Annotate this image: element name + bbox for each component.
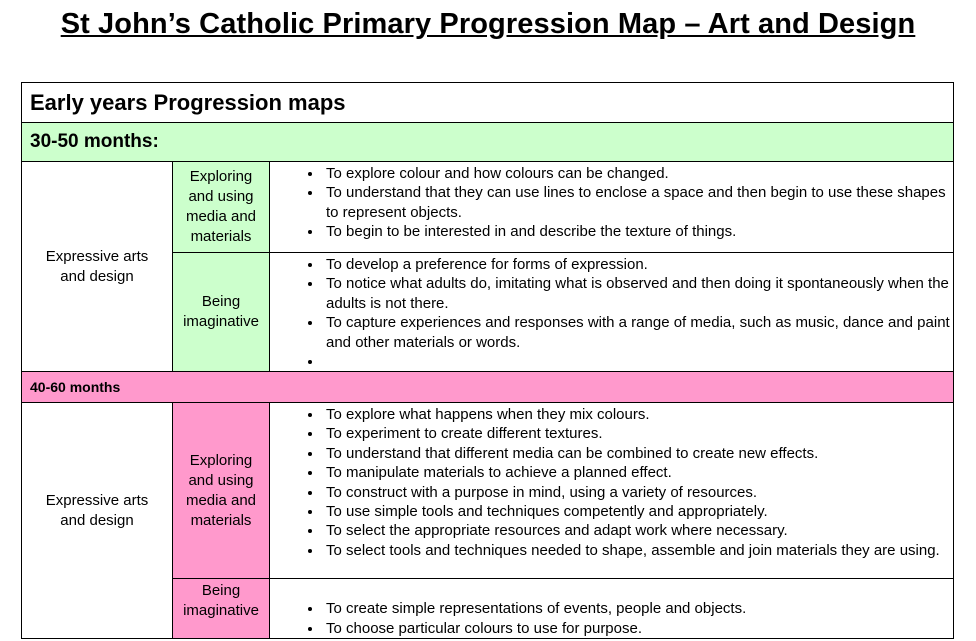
age-band-30-50: 30-50 months:: [22, 123, 954, 162]
list-item: • To explore what happens when they mix colours.: [323, 405, 953, 424]
page-title: St John’s Catholic Primary Progression Map – Art and Design: [60, 8, 916, 40]
list-item: • To create simple representations of events, people and objects.: [323, 599, 953, 618]
strand-label: Being imaginative: [183, 582, 259, 620]
area-label: Expressive arts and design: [45, 247, 149, 285]
bullet-list: [270, 255, 953, 371]
bullets-cell: [270, 253, 954, 372]
progression-table: [21, 82, 954, 639]
list-item: • To manipulate materials to achieve a planned effect.: [323, 463, 953, 482]
list-item: [323, 352, 953, 371]
list-item: • To select tools and techniques needed to shape, assemble and join materials they are using.: [323, 541, 953, 560]
list-item: • To experiment to create different textures.: [323, 424, 953, 443]
strand-cell: [173, 579, 270, 639]
strand-label: Being imaginative: [183, 293, 259, 331]
area-cell: [22, 403, 173, 639]
bullets-cell: [270, 579, 954, 639]
list-item: • To construct with a purpose in mind, using a variety of resources.: [323, 483, 953, 502]
strand-cell: [173, 253, 270, 372]
list-item: • To select the appropriate resources and adapt work where necessary.: [323, 521, 953, 540]
strand-cell: [173, 162, 270, 253]
strand-label: Exploring and using media and materials: [185, 451, 257, 529]
strand-label: Exploring and using media and materials: [185, 168, 257, 245]
area-label: Expressive arts and design: [45, 492, 149, 530]
bullets-cell: [270, 162, 954, 253]
bullet-list: [270, 164, 953, 242]
list-item: • To understand that they can use lines to enclose a space and then begin to use these shapes to represent objects.: [323, 183, 953, 222]
strand-cell: [173, 403, 270, 579]
list-item: • To explore colour and how colours can be changed.: [323, 164, 953, 183]
bullet-list: [270, 599, 953, 638]
list-item: • To capture experiences and responses with a range of media, such as music, dance and paint and other materials or words.: [323, 313, 953, 352]
age-band-40-60: 40-60 months: [22, 372, 954, 403]
list-item: • To begin to be interested in and describe the texture of things.: [323, 222, 953, 241]
list-item: • To choose particular colours to use for purpose.: [323, 619, 953, 638]
list-item: • To develop a preference for forms of expression.: [323, 255, 953, 274]
list-item: • To notice what adults do, imitating what is observed and then doing it spontaneously when the adults is not there.: [323, 274, 953, 313]
list-item: • To understand that different media can be combined to create new effects.: [323, 444, 953, 463]
bullets-cell: [270, 403, 954, 579]
bullet-list: [270, 405, 953, 560]
list-item: • To use simple tools and techniques competently and appropriately.: [323, 502, 953, 521]
area-cell: [22, 162, 173, 372]
table-header: Early years Progression maps: [22, 83, 954, 123]
